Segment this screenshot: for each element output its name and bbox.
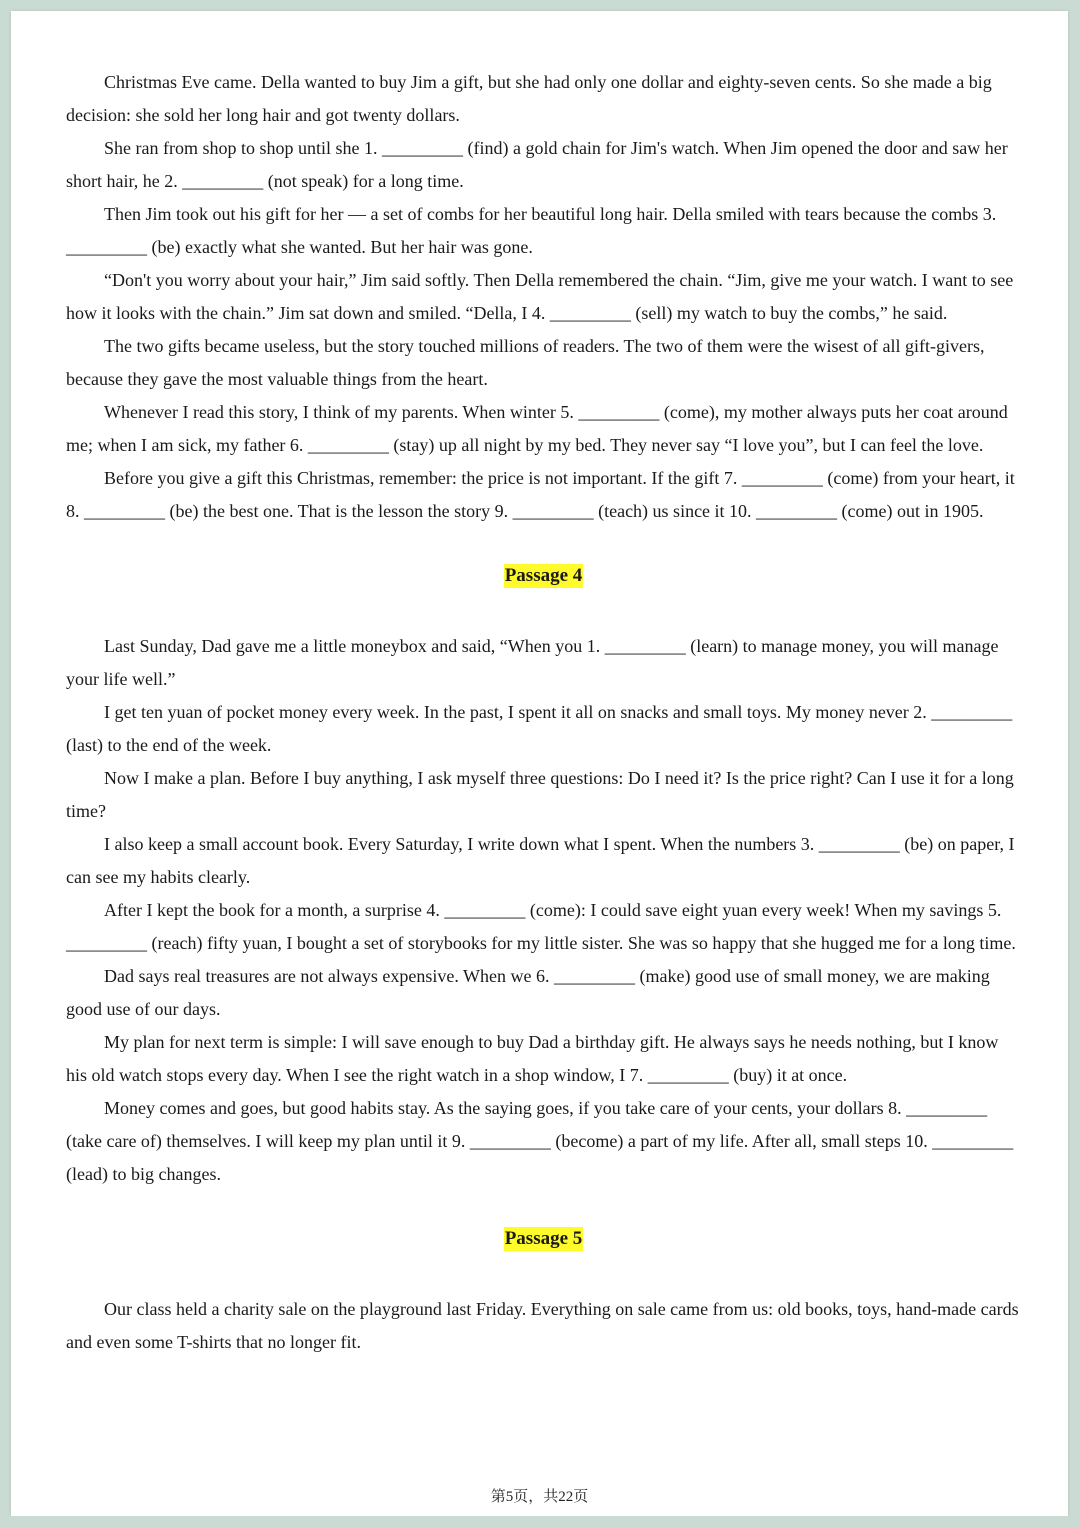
passage-3-paragraph-4: “Don't you worry about your hair,” Jim said softly. Then Della remembered the chain. “Jim, give me your watch. I want to see how it looks with the chain.” Jim sat down and smiled. “Della, I 4. _________ (sell) my watch to buy the combs,” he said. — [66, 270, 1014, 323]
passage-4-paragraph-5: After I kept the book for a month, a surprise 4. _________ (come): I could save eight yuan every week! When my savings 5. _________ (reach) fifty yuan, I bought a set of storybooks for my little sister. She was so happy that she hugged me for a long time. — [66, 900, 1016, 953]
passage-5-heading-wrap — [66, 1227, 1021, 1293]
passage-3-paragraph-5: The two gifts became useless, but the story touched millions of readers. The two of them were the wisest of all gift-givers, because they gave the most valuable things from the heart. — [66, 336, 985, 389]
passage-4-section — [66, 630, 1021, 1191]
passage-4-paragraph-1: Last Sunday, Dad gave me a little moneybox and said, “When you 1. _________ (learn) to manage money, you will manage your life well.” — [66, 636, 999, 689]
passage-5-title: Passage 5 — [504, 1228, 583, 1249]
passage-3-paragraph-7: Before you give a gift this Christmas, remember: the price is not important. If the gift 7. _________ (come) from your heart, it 8. _________ (be) the best one. That is the lesson the story 9. _________ (teach) us since it 10. _________ (come) out in 1905. — [66, 468, 1015, 521]
passage-5-paragraph-1: Our class held a charity sale on the playground last Friday. Everything on sale came from us: old books, toys, hand-made cards and even some T-shirts that no longer fit. — [66, 1299, 1019, 1352]
passage-4-paragraph-6: Dad says real treasures are not always expensive. When we 6. _________ (make) good use of small money, we are making good use of our days. — [66, 966, 990, 1019]
passage-4-title: Passage 4 — [504, 565, 583, 586]
page-number-footer: 第5页，共22页 — [490, 1489, 589, 1505]
top-border — [0, 0, 1080, 11]
passage-3-section — [66, 66, 1021, 528]
passage-3-paragraph-1: Christmas Eve came. Della wanted to buy Jim a gift, but she had only one dollar and eighty-seven cents. So she made a big decision: she sold her long hair and got twenty dollars. — [66, 72, 992, 125]
passage-5-section — [66, 1293, 1021, 1359]
passage-3-paragraph-6: Whenever I read this story, I think of my parents. When winter 5. _________ (come), my mother always puts her coat around me; when I am sick, my father 6. _________ (stay) up all night by my bed. They never say “I love you”, but I can feel the love. — [66, 402, 1008, 455]
passage-3-paragraph-2: She ran from shop to shop until she 1. _________ (find) a gold chain for Jim's watch. When Jim opened the door and saw her short hair, he 2. _________ (not speak) for a long time. — [66, 138, 1008, 191]
passage-4-heading-wrap — [66, 564, 1021, 630]
passage-4-paragraph-8: Money comes and goes, but good habits stay. As the saying goes, if you take care of your cents, your dollars 8. _________ (take care of) themselves. I will keep my plan until it 9. _________ (become) a part of my life. After all, small steps 10. _________ (lead) to big changes. — [66, 1098, 1014, 1184]
passage-3-paragraph-3: Then Jim took out his gift for her — a set of combs for her beautiful long hair. Della smiled with tears because the combs 3. _________ (be) exactly what she wanted. But her hair was gone. — [66, 204, 997, 257]
page-content — [66, 66, 1021, 1359]
passage-4-paragraph-3: Now I make a plan. Before I buy anything, I ask myself three questions: Do I need it? Is the price right? Can I use it for a long time? — [66, 768, 1014, 821]
passage-4-paragraph-2: I get ten yuan of pocket money every week. In the past, I spent it all on snacks and small toys. My money never 2. _________ (last) to the end of the week. — [66, 702, 1013, 755]
bottom-border — [0, 1516, 1080, 1527]
passage-4-paragraph-4: I also keep a small account book. Every Saturday, I write down what I spent. When the numbers 3. _________ (be) on paper, I can see my habits clearly. — [66, 834, 1015, 887]
document-page — [11, 11, 1068, 1516]
passage-4-paragraph-7: My plan for next term is simple: I will save enough to buy Dad a birthday gift. He always says he needs nothing, but I know his old watch stops every day. When I see the right watch in a shop window, I 7. _________ (buy) it at once. — [66, 1032, 999, 1085]
